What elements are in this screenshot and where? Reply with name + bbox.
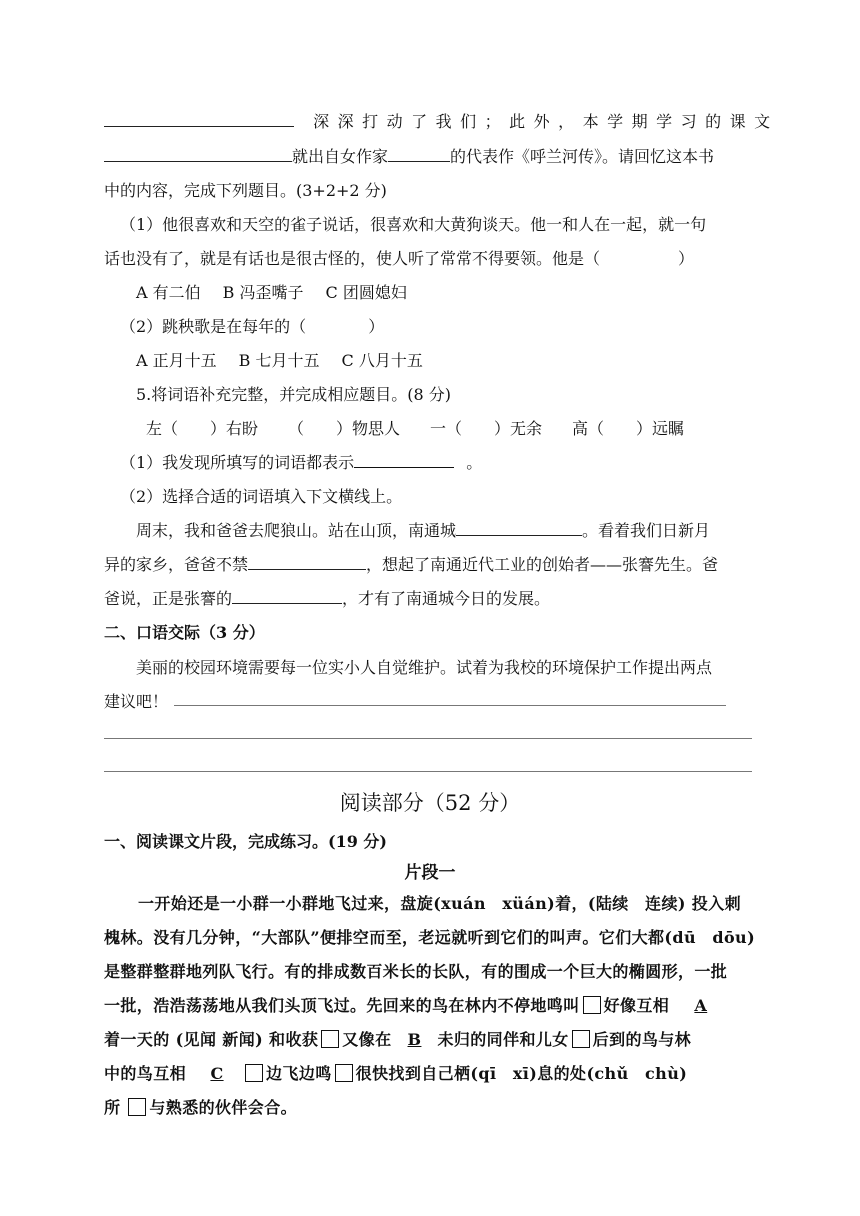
- word-fill-4[interactable]: 高（ ）远瞩: [572, 419, 685, 438]
- passage-text: 所: [104, 1098, 121, 1117]
- q5-para-text: ，才有了南通城今日的发展。: [342, 589, 551, 608]
- word-fill-2[interactable]: （ ）物思人: [288, 419, 401, 438]
- q5-sub1-text: （1）我发现所填写的词语都表示: [120, 453, 355, 472]
- q4-sub1-line-2: [104, 248, 764, 270]
- passage-text: 很快找到自己栖(qī xī)息的处(chǔ chù): [355, 1064, 688, 1083]
- answer-blank[interactable]: [456, 521, 582, 536]
- punctuation-box[interactable]: [583, 996, 601, 1014]
- punctuation-box[interactable]: [572, 1030, 590, 1048]
- option-b[interactable]: B 冯歪嘴子: [222, 283, 304, 302]
- blank-a-label[interactable]: A: [694, 996, 708, 1015]
- word-fill-3[interactable]: 一（ ）无余: [430, 419, 543, 438]
- q5-para-text: ，想起了南通近代工业的创始者——张謇先生。爸: [366, 555, 719, 574]
- passage-line-7: [104, 1097, 764, 1119]
- author-blank[interactable]: [388, 147, 450, 162]
- answer-line[interactable]: [104, 771, 752, 772]
- q5-para-text: 周末，我和爸爸去爬狼山。站在山顶，南通城: [136, 521, 457, 540]
- reading-q1-title: 一、阅读课文片段，完成练习。(19 分): [104, 832, 387, 851]
- punctuation-box[interactable]: [321, 1030, 339, 1048]
- section-title-reading: 阅读部分（52 分）: [339, 791, 521, 815]
- answer-line[interactable]: [174, 705, 726, 706]
- q5-para-line-3: [104, 588, 764, 610]
- q5-words: [146, 418, 806, 440]
- q5-sub1-period: 。: [466, 453, 483, 472]
- answer-blank[interactable]: [248, 555, 366, 570]
- q5-para-text: 爸说，正是张謇的: [104, 589, 233, 608]
- q4-line-2-text-b: 的代表作《呼兰河传》。请回忆这本书: [450, 147, 715, 166]
- passage-line-4: [104, 995, 764, 1017]
- answer-blank[interactable]: [104, 112, 294, 127]
- q5-sub1: [120, 452, 780, 474]
- q4-sub1-paren-close: ）: [678, 249, 695, 268]
- option-c[interactable]: C 八月十五: [341, 351, 423, 370]
- q5-para-line-1: [136, 520, 796, 542]
- oral-title: 二、口语交际（3 分）: [104, 623, 265, 642]
- passage-text: 中的鸟互相: [104, 1064, 187, 1083]
- q5-para-line-2: [104, 554, 764, 576]
- answer-line[interactable]: [104, 738, 752, 739]
- passage-line-5: [104, 1029, 764, 1051]
- passage-text: 边飞边鸣: [266, 1064, 332, 1083]
- option-a[interactable]: A 正月十五: [136, 351, 217, 370]
- q4-sub2: [120, 316, 780, 338]
- passage-text: 未归的同伴和儿女: [437, 1030, 569, 1049]
- q4-sub2-paren-close: ）: [368, 317, 385, 336]
- q4-sub1-line-1: （1）他很喜欢和天空的雀子说话，很喜欢和大黄狗谈天。他一和人在一起，就一句: [120, 215, 707, 234]
- answer-blank[interactable]: [354, 453, 454, 468]
- q4-sub1-options: [136, 282, 796, 304]
- word-fill-1[interactable]: 左（ ）右盼: [146, 419, 259, 438]
- oral-line-1: 美丽的校园环境需要每一位实小人自觉维护。试着为我校的环境保护工作提出两点: [136, 658, 713, 677]
- q4-sub2-text: （2）跳秧歌是在每年的（: [120, 317, 307, 336]
- option-c[interactable]: C 团圆媳妇: [325, 283, 407, 302]
- fragment-title: 片段一: [404, 863, 456, 883]
- option-a[interactable]: A 有二伯: [136, 283, 201, 302]
- q4-line-2: [104, 146, 764, 168]
- passage-line-1: 一开始还是一小群一小群地飞过来，盘旋(xuán xüán)着，(陆续 连续) 投入刺: [138, 894, 741, 913]
- q5-para-text: 异的家乡，爸爸不禁: [104, 555, 249, 574]
- passage-text: 后到的鸟与林: [592, 1030, 692, 1049]
- q4-line-2-text-a: 就出自女作家: [292, 147, 389, 166]
- q4-sub2-options: [136, 350, 796, 372]
- q5-title: 5.将词语补充完整，并完成相应题目。(8 分): [136, 385, 452, 404]
- passage-line-3: 是整群整群地列队飞行。有的排成数百米长的长队，有的围成一个巨大的椭圆形，一批: [104, 962, 728, 981]
- q4-line-1: [104, 111, 779, 133]
- q4-line-1-text: 深深打动了我们；此外，本学期学习的课文: [313, 112, 779, 131]
- q5-para-text: 。看着我们日新月: [582, 521, 711, 540]
- passage-text: 一批，浩浩荡荡地从我们头顶飞过。先回来的鸟在林内不停地鸣叫: [104, 996, 580, 1015]
- passage-line-2: 槐林。没有几分钟，“大部队”便排空而至，老远就听到它们的叫声。它们大都(dū dōu): [104, 928, 756, 947]
- blank-c-label[interactable]: C: [210, 1064, 224, 1083]
- q4-instruction: 中的内容，完成下列题目。(3+2+2 分): [104, 181, 387, 200]
- option-b[interactable]: B 七月十五: [238, 351, 320, 370]
- passage-text: 好像互相: [603, 996, 670, 1015]
- passage-text: 又像在: [342, 1030, 392, 1049]
- punctuation-box[interactable]: [245, 1064, 263, 1082]
- passage-text: 与熟悉的伙伴会合。: [149, 1098, 298, 1117]
- punctuation-box[interactable]: [335, 1064, 353, 1082]
- answer-blank[interactable]: [232, 589, 342, 604]
- answer-blank[interactable]: [104, 147, 292, 162]
- oral-line-2: [104, 691, 764, 713]
- punctuation-box[interactable]: [128, 1098, 146, 1116]
- oral-line-2-text: 建议吧！: [104, 692, 169, 711]
- blank-b-label[interactable]: B: [407, 1030, 422, 1049]
- passage-line-6: [104, 1063, 764, 1085]
- q5-sub2: （2）选择合适的词语填入下文横线上。: [120, 487, 403, 506]
- passage-text: 着一天的 (见闻 新闻) 和收获: [104, 1030, 319, 1049]
- q4-sub1-text: 话也没有了，就是有话也是很古怪的，使人听了常常不得要领。他是（: [104, 249, 601, 268]
